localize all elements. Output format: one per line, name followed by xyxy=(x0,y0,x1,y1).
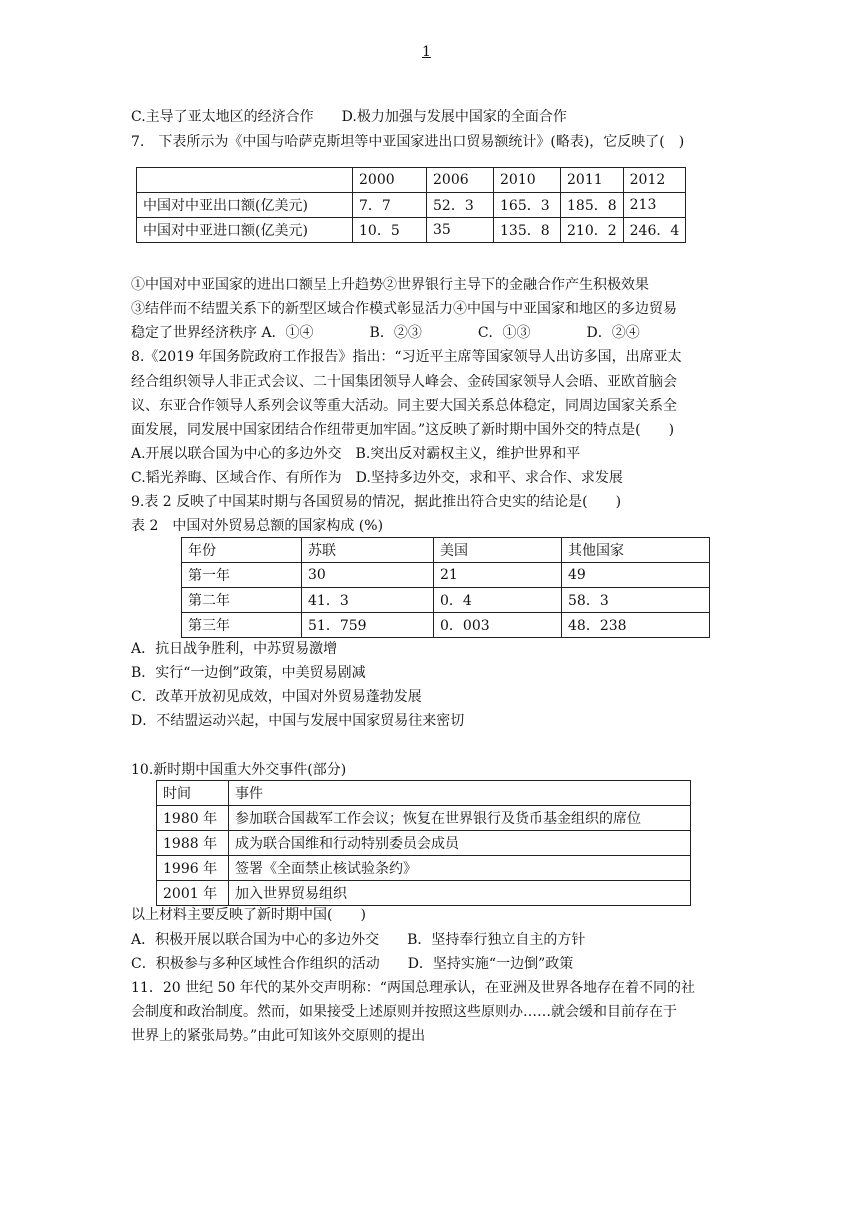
q9-option-a: A．抗日战争胜利，中苏贸易激增 xyxy=(131,641,338,657)
table-cell: 成为联合国维和行动特别委员会成员 xyxy=(229,831,691,856)
table-cell: 第二年 xyxy=(182,588,302,613)
q6-options: C.主导了亚太地区的经济合作 D.极力加强与发展中国家的全面合作 xyxy=(131,109,567,125)
table-cell: 签署《全面禁止核试验条约》 xyxy=(229,856,691,881)
table-cell: 58．3 xyxy=(562,588,710,613)
table-cell: 0．003 xyxy=(434,613,562,638)
table-cell: 事件 xyxy=(229,781,691,806)
table-cell: 加入世界贸易组织 xyxy=(229,881,691,906)
table-cell: 年份 xyxy=(182,538,302,563)
table-cell: 165．3 xyxy=(494,193,561,218)
table-header-row xyxy=(137,168,686,193)
q8-line2: 经合组织领导人非正式会议、二十国集团领导人峰会、金砖国家领导人会晤、亚欧首脑会 xyxy=(131,374,677,390)
table-cell: 1996 年 xyxy=(157,856,229,881)
q7-line2: ③结伴而不结盟关系下的新型区域合作模式彰显活力④中国与中亚国家和地区的多边贸易 xyxy=(131,301,677,317)
q8-line4: 面发展，同发展中国家团结合作纽带更加牢固。”这反映了新时期中国外交的特点是( ) xyxy=(131,422,675,438)
table-cell: 0．4 xyxy=(434,588,562,613)
table-cell: 2012 xyxy=(623,168,686,193)
table-cell: 苏联 xyxy=(302,538,434,563)
table-cell: 2000 xyxy=(353,168,427,193)
table-cell: 210．2 xyxy=(561,218,624,243)
table-cell: 2010 xyxy=(494,168,561,193)
table-cell: 41．3 xyxy=(302,588,434,613)
table-row xyxy=(157,806,691,831)
table-cell: 第一年 xyxy=(182,563,302,588)
table-cell: 时间 xyxy=(157,781,229,806)
table-cell: 10．5 xyxy=(353,218,427,243)
table-cell: 美国 xyxy=(434,538,562,563)
table-row xyxy=(182,563,710,588)
q7-line3: 稳定了世界经济秩序 A．①④ B．②③ C．①③ D．②④ xyxy=(131,325,640,341)
table-cell: 1988 年 xyxy=(157,831,229,856)
q10-question: 以上材料主要反映了新时期中国( ) xyxy=(131,907,366,923)
table-cell xyxy=(137,168,353,193)
table-cell: 中国对中亚出口额(亿美元) xyxy=(137,193,353,218)
table-row xyxy=(157,856,691,881)
table-row xyxy=(137,218,686,243)
table-cell: 第三年 xyxy=(182,613,302,638)
table-cell: 135．8 xyxy=(494,218,561,243)
table-header-row xyxy=(157,781,691,806)
q9-table-caption: 表 2 中国对外贸易总额的国家构成 (%) xyxy=(131,518,384,534)
q8-line3: 议、东亚合作领导人系列会议等重大活动。同主要大国关系总体稳定，同周边国家关系全 xyxy=(131,398,677,414)
q8-options-cd: C.韬光养晦、区域合作、有所作为 D.坚持多边外交，求和平、求合作、求发展 xyxy=(131,470,623,486)
q10-stem: 10.新时期中国重大外交事件(部分) xyxy=(131,762,347,778)
table-cell: 52．3 xyxy=(427,193,494,218)
q9-option-b: B．实行“一边倒”政策，中美贸易剧减 xyxy=(131,665,366,681)
table-cell: 35 xyxy=(427,218,494,243)
q10-options-ab: A．积极开展以联合国为中心的多边外交 B．坚持奉行独立自主的方针 xyxy=(131,932,586,948)
table-row xyxy=(182,613,710,638)
q9-option-d: D．不结盟运动兴起，中国与发展中国家贸易往来密切 xyxy=(131,713,465,729)
q10-options-cd: C．积极参与多种区域性合作组织的活动 D．坚持实施“一边倒”政策 xyxy=(131,956,574,972)
table-header-row xyxy=(182,538,710,563)
q11-line3: 世界上的紧张局势。”由此可知该外交原则的提出 xyxy=(131,1028,426,1044)
q9-stem: 9.表 2 反映了中国某时期与各国贸易的情况，据此推出符合史实的结论是( ) xyxy=(131,494,622,510)
table-cell: 49 xyxy=(562,563,710,588)
table-row xyxy=(157,831,691,856)
table-cell: 213 xyxy=(623,193,686,218)
q7-stem: 7. 下表所示为《中国与哈萨克斯坦等中亚国家进出口贸易额统计》(略表)，它反映了( ) xyxy=(131,134,685,150)
q11-line2: 会制度和政治制度。然而，如果接受上述原则并按照这些原则办……就会缓和目前存在于 xyxy=(131,1004,677,1020)
q7-line1: ①中国对中亚国家的进出口额呈上升趋势②世界银行主导下的金融合作产生积极效果 xyxy=(131,277,649,293)
table-cell: 参加联合国裁军工作会议；恢复在世界银行及货币基金组织的席位 xyxy=(229,806,691,831)
table-row xyxy=(157,881,691,906)
q11-line1: 11．20 世纪 50 年代的某外交声明称：“两国总理承认，在亚洲及世界各地存在着不同的社 xyxy=(131,980,695,996)
table-cell: 30 xyxy=(302,563,434,588)
table-cell: 2006 xyxy=(427,168,494,193)
table-cell: 7．7 xyxy=(353,193,427,218)
table-cell: 1980 年 xyxy=(157,806,229,831)
table-cell: 2011 xyxy=(561,168,624,193)
table-cell: 51．759 xyxy=(302,613,434,638)
q9-option-c: C．改革开放初见成效，中国对外贸易蓬勃发展 xyxy=(131,689,422,705)
q8-line1: 8.《2019 年国务院政府工作报告》指出：“习近平主席等国家领导人出访多国，出席亚太 xyxy=(131,349,682,365)
q9-trade-table xyxy=(181,537,710,638)
table-row xyxy=(182,588,710,613)
table-cell: 其他国家 xyxy=(562,538,710,563)
table-cell: 246．4 xyxy=(623,218,686,243)
table-cell: 48．238 xyxy=(562,613,710,638)
table-row xyxy=(137,193,686,218)
table-cell: 2001 年 xyxy=(157,881,229,906)
table-cell: 21 xyxy=(434,563,562,588)
q8-options-ab: A.开展以联合国为中心的多边外交 B.突出反对霸权主义，维护世界和平 xyxy=(131,446,581,462)
table-cell: 185．8 xyxy=(561,193,624,218)
q10-events-table xyxy=(156,780,691,906)
q7-trade-table xyxy=(136,167,686,243)
page-number: 1 xyxy=(422,44,431,60)
table-cell: 中国对中亚进口额(亿美元) xyxy=(137,218,353,243)
